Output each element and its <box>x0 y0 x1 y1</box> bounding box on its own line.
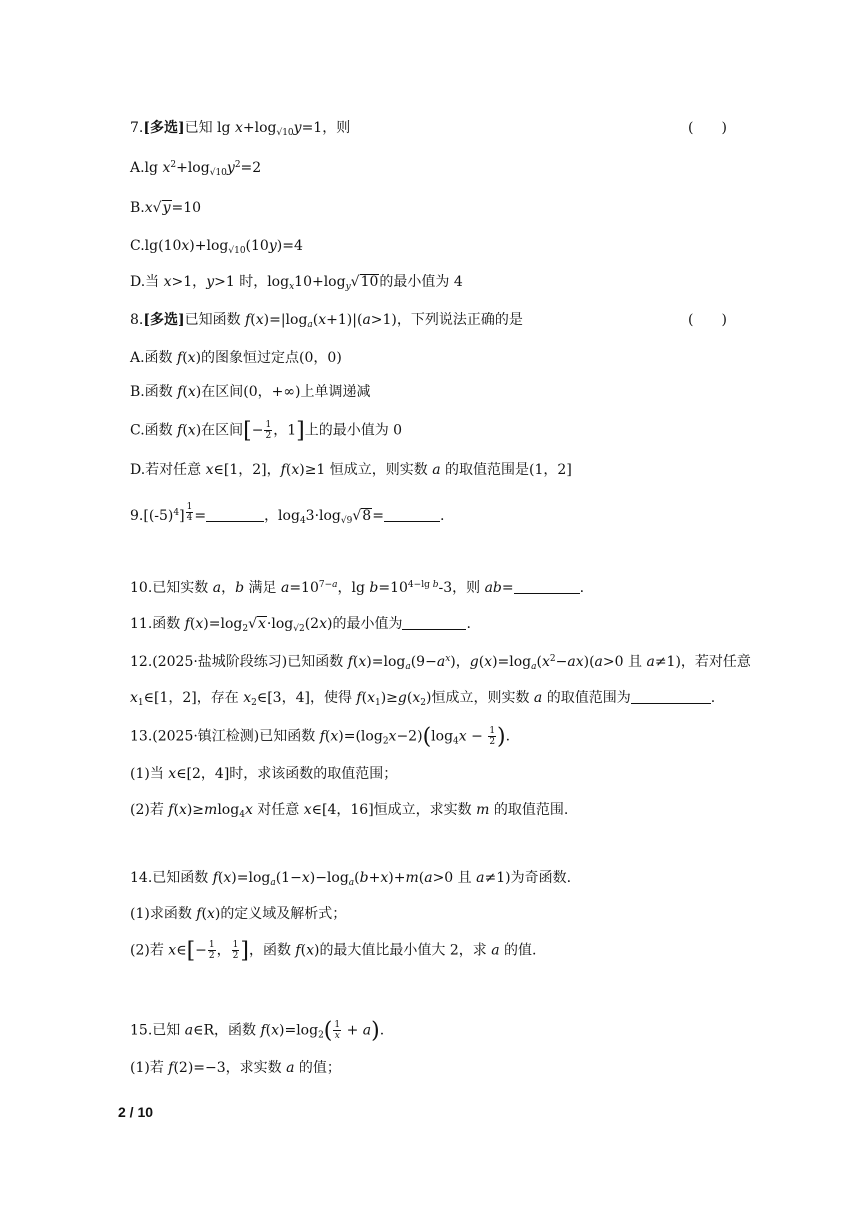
question-8-stem: 8.[多选]已知函数 $f(x)=|\log_a(x+1)|(a>1)$，下列说法正确的是 <box>130 312 523 330</box>
question-12-line1: 12.(2025·盐城阶段练习)已知函数 $f(x)=\log_a(9-a^x)$，$g(x)=\log_a(x^2-ax)(a>0$ 且 a≠1)，若对任意 <box>130 654 751 672</box>
answer-blank[interactable] <box>402 615 466 630</box>
multi-select-tag: [多选] <box>143 120 185 136</box>
question-15-stem: 15.已知 a∈R，函数 $f(x)=\log_2$( $\frac{1}{x}$ + a). <box>130 1018 385 1044</box>
question-13-part1: (1)当 x∈[2，4]时，求该函数的取值范围； <box>130 766 398 782</box>
question-14-part1: (1)求函数 f(x)的定义域及解析式； <box>130 906 347 922</box>
answer-blank[interactable] <box>514 579 580 594</box>
option-8b: B.函数 f(x)在区间(0，+∞)上单调递减 <box>130 384 371 400</box>
answer-bracket-7: ( ) <box>688 120 727 136</box>
question-14-stem: 14.已知函数 $f(x)=\log_a(1-x)-\log_a(b+x)+m(a>0$ 且 a≠1)为奇函数. <box>130 870 572 888</box>
answer-bracket-8: ( ) <box>688 312 727 328</box>
option-7b: B.x√y=10 <box>130 200 202 216</box>
option-7a: A.lg $x^2+\log_{√10}y^2=2$ <box>130 160 262 178</box>
question-7-stem: 7.[多选]已知 $\lg x+\log_{√10}y=1$，则 <box>130 120 351 138</box>
question-13-part2: (2)若 f(x)≥mlog$_4$x 对任意 x∈[4，16]恒成立，求实数 m 的取值范围. <box>130 802 569 820</box>
question-14-part2: (2)若 x∈[− $\frac{1}{2}$ ， $\frac{1}{2}$ ]，函数 f(x)的最大值比最小值大 2，求 a 的值. <box>130 938 537 964</box>
option-8a: A.函数 f(x)的图象恒过定点(0，0) <box>130 350 342 366</box>
page-number: 2 / 10 <box>118 1104 154 1120</box>
question-15-part1: (1)若 f(2)=−3，求实数 a 的值； <box>130 1060 341 1076</box>
question-10: 10.已知实数 a，b 满足 $a=10^{7-a}$，$\lg b=10^{4-lg b}-3$，则 ab= . <box>130 580 585 596</box>
option-7d: D.当 x>1，y>1 时，$\log_x10+\log_y√10$的最小值为 4 <box>130 274 463 292</box>
answer-blank[interactable] <box>206 507 264 522</box>
option-8c: C.函数 f(x)在区间[− $\frac{1}{2}$ ，1]上的最小值为 0 <box>130 418 403 444</box>
answer-blank[interactable] <box>384 507 440 522</box>
question-9: $9.[(-5)^4]$ $^{\frac{1}{4}}$ = ，$\log_43\cdot\log_{√9}√8=$ . <box>130 502 445 526</box>
multi-select-tag: [多选] <box>143 312 185 328</box>
option-7c: $C.\lg(10x)+\log_{√10}(10y)=4$ <box>130 238 303 256</box>
question-13-stem: 13.(2025·镇江检测)已知函数 $f(x)=(\log_2x-2)(\log_4x$ − $\frac{1}{2}$ ). <box>130 724 511 750</box>
question-11: 11.函数 $f(x)=\log_2√x\cdot\log_{√2}(2x)$的最小值为 . <box>130 616 471 634</box>
option-8d: D.若对任意 x∈[1，2]，f(x)≥1 恒成立，则实数 a 的取值范围是(1，2] <box>130 462 572 478</box>
answer-blank[interactable] <box>631 689 711 704</box>
question-12-line2: $x_1\in[1$，2]，存在 $x_2\in[3$，4]，使得 $f(x_1)\ge g(x_2)$恒成立，则实数 a 的取值范围为 . <box>130 690 716 708</box>
